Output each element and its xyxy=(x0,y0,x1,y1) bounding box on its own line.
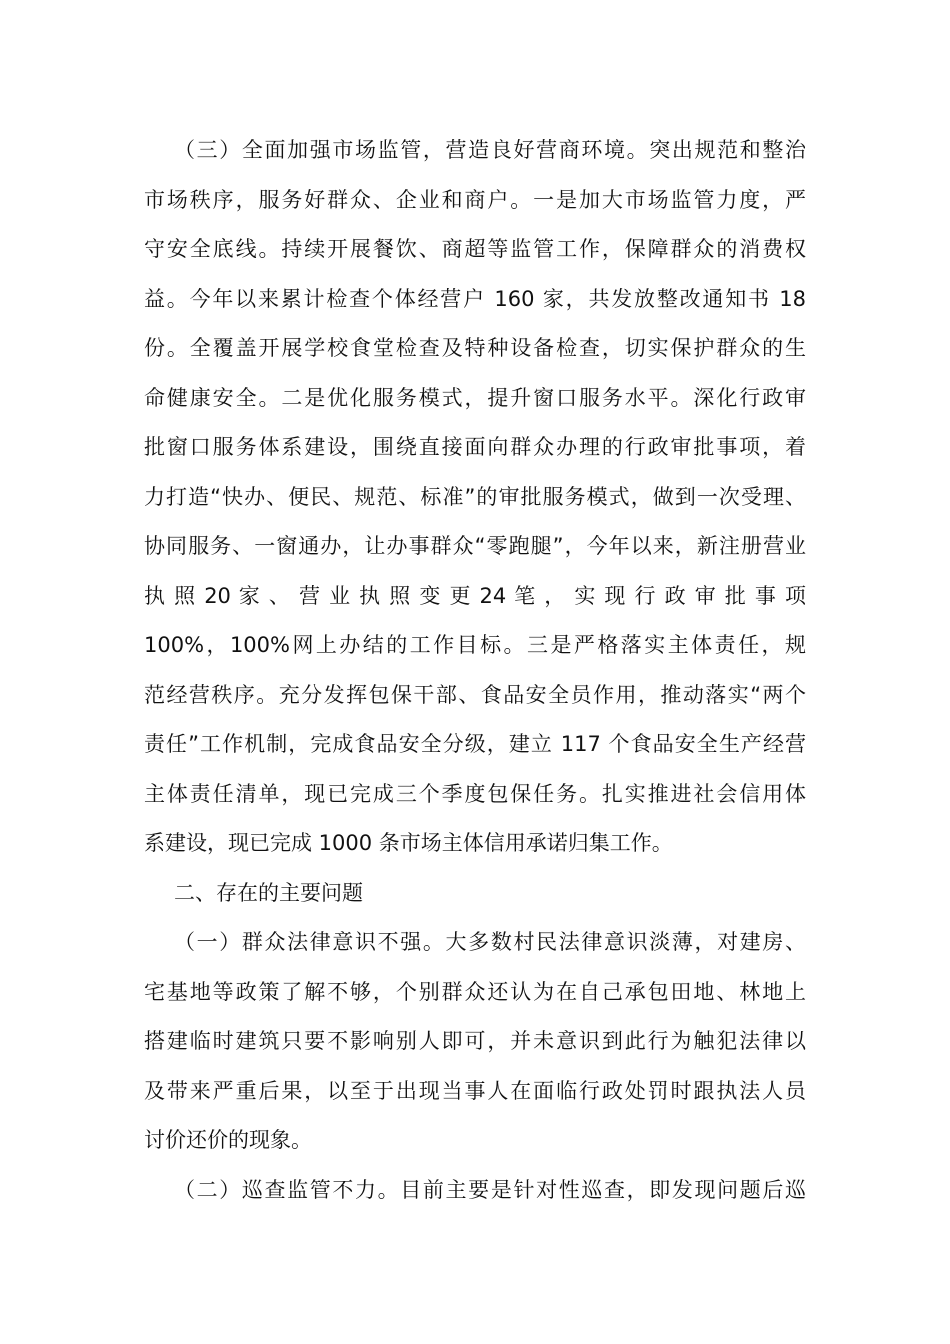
document-body xyxy=(144,126,806,1215)
paragraph-line: 力打造“快办、便民、规范、标准”的审批服务模式，做到一次受理、 xyxy=(144,484,806,509)
paragraph-line: 执 照 20 家 、 营 业 执 照 变 更 24 笔 ， 实 现 行 政 审 批 事 项 xyxy=(144,583,806,608)
paragraph-line: 益。今年以来累计检查个体经营户 160 家，共发放整改通知书 18 xyxy=(144,286,806,311)
section-heading: 二、存在的主要问题 xyxy=(174,880,363,905)
paragraph-line: 市场秩序，服务好群众、企业和商户。一是加大市场监管力度，严 xyxy=(144,187,806,212)
paragraph-line: 100%，100%网上办结的工作目标。三是严格落实主体责任，规 xyxy=(144,633,806,657)
paragraph-line: 守安全底线。持续开展餐饮、商超等监管工作，保障群众的消费权 xyxy=(144,237,806,261)
paragraph-line: 主体责任清单，现已完成三个季度包保任务。扎实推进社会信用体 xyxy=(144,781,806,806)
paragraph-line: 宅基地等政策了解不够，个别群众还认为在自己承包田地、林地上 xyxy=(144,979,806,1004)
paragraph-line: （一）群众法律意识不强。大多数村民法律意识淡薄，对建房、 xyxy=(174,930,806,954)
paragraph-line: （二）巡查监管不力。目前主要是针对性巡查，即发现问题后巡 xyxy=(174,1177,806,1202)
paragraph-line: （三）全面加强市场监管，营造良好营商环境。突出规范和整治 xyxy=(174,138,806,162)
paragraph-line: 批窗口服务体系建设，围绕直接面向群众办理的行政审批事项，着 xyxy=(144,435,806,459)
paragraph-line: 及带来严重后果，以至于出现当事人在面临行政处罚时跟执法人员 xyxy=(144,1078,806,1103)
paragraph-line: 讨价还价的现象。 xyxy=(144,1128,312,1152)
paragraph-line: 范经营秩序。充分发挥包保干部、食品安全员作用，推动落实“两个 xyxy=(144,682,806,707)
paragraph-line: 搭建临时建筑只要不影响别人即可，并未意识到此行为触犯法律以 xyxy=(144,1029,806,1053)
paragraph-line: 责任”工作机制，完成食品安全分级，建立 117 个食品安全生产经营 xyxy=(144,732,806,756)
paragraph-line: 系建设，现已完成 1000 条市场主体信用承诺归集工作。 xyxy=(144,831,673,855)
paragraph-line: 协同服务、一窗通办，让办事群众“零跑腿”，今年以来，新注册营业 xyxy=(144,534,806,558)
paragraph-line: 份。全覆盖开展学校食堂检查及特种设备检查，切实保护群众的生 xyxy=(144,336,806,360)
paragraph-line: 命健康安全。二是优化服务模式，提升窗口服务水平。深化行政审 xyxy=(144,385,806,410)
